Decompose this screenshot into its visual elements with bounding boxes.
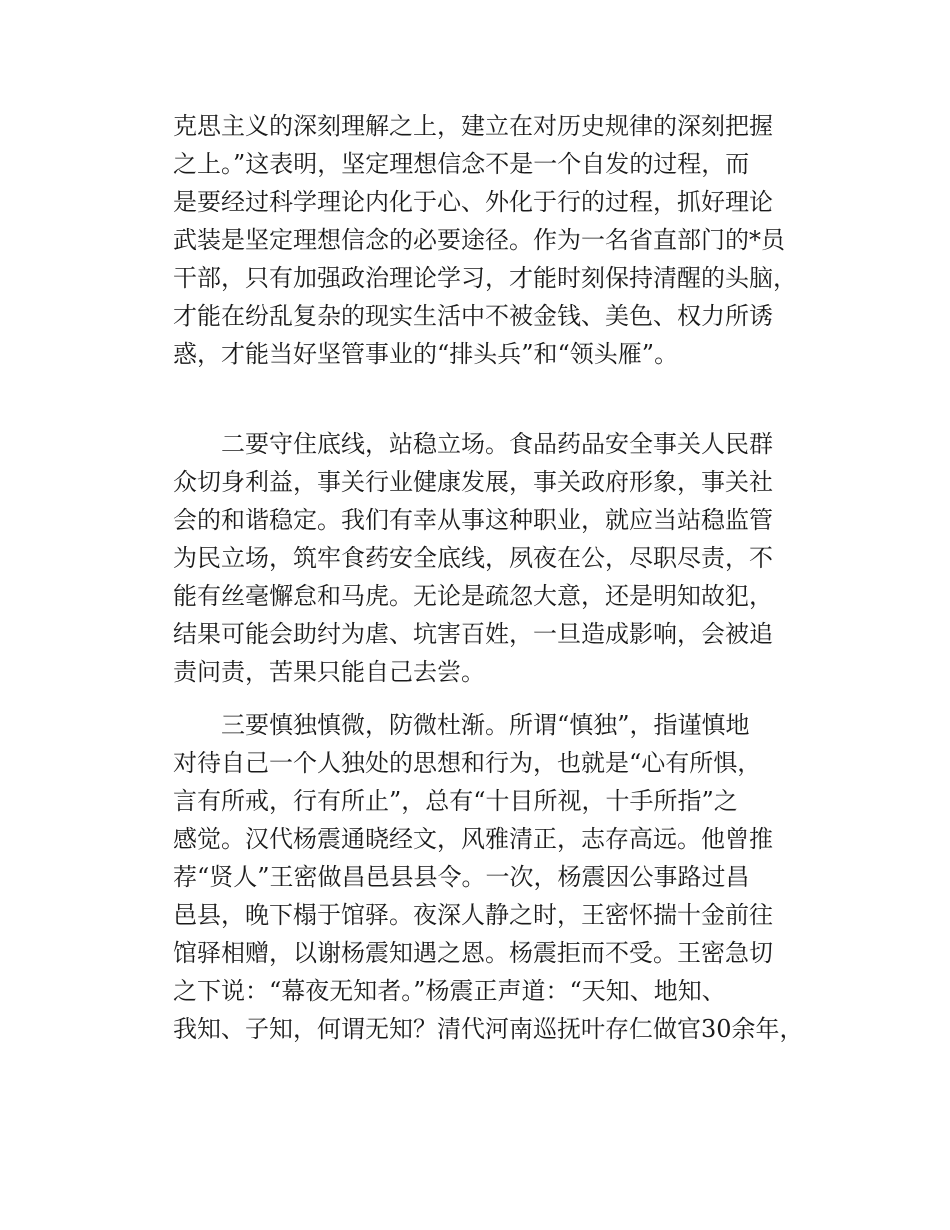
text-line: 惑，才能当好坚管事业的“排头兵”和“领头雁”。 <box>173 340 679 368</box>
text-line: 我知、子知，何谓无知？清代河南巡抚叶存仁做官30余年， <box>173 1015 804 1043</box>
text-line: 馆驿相赠，以谢杨震知遇之恩。杨震拒而不受。王密急切 <box>173 939 773 967</box>
text-line: 干部，只有加强政治理论学习，才能时刻保持清醒的头脑， <box>173 264 797 292</box>
text-line: 对待自己一个人独处的思想和行为，也就是“心有所惧， <box>173 749 762 777</box>
text-line: 责问责，苦果只能自己去尝。 <box>173 658 485 686</box>
text-line: 为民立场，筑牢食药安全底线，夙夜在公，尽职尽责，不 <box>173 544 773 572</box>
paragraph-bottom-line <box>173 425 833 691</box>
text-line: 邑县，晚下榻于馆驿。夜深人静之时，王密怀揣十金前往 <box>173 901 773 929</box>
text-line: 言有所戒，行有所止”，总有“十目所视，十手所指”之 <box>173 787 738 815</box>
paragraph-self-discipline <box>173 706 833 1048</box>
text-line: 众切身利益，事关行业健康发展，事关政府形象，事关社 <box>173 468 773 496</box>
text-line: 克思主义的深刻理解之上，建立在对历史规律的深刻把握 <box>173 112 773 140</box>
text-line: 才能在纷乱复杂的现实生活中不被金钱、美色、权力所诱 <box>173 302 773 330</box>
paragraph-continuation <box>173 107 833 373</box>
text-line-first: 二要守住底线，站稳立场。食品药品安全事关人民群 <box>221 430 773 458</box>
text-line: 武装是坚定理想信念的必要途径。作为一名省直部门的*员 <box>173 226 785 254</box>
text-line: 结果可能会助纣为虐、坑害百姓，一旦造成影响，会被追 <box>173 620 773 648</box>
text-line-first: 三要慎独慎微，防微杜渐。所谓“慎独”，指谨慎地 <box>221 711 750 739</box>
text-line: 荐“贤人”王密做昌邑县县令。一次，杨震因公事路过昌 <box>173 863 750 891</box>
text-line: 能有丝毫懈怠和马虎。无论是疏忽大意，还是明知故犯， <box>173 582 773 610</box>
text-line: 之下说：“幕夜无知者。”杨震正声道：“天知、地知、 <box>173 977 726 1005</box>
text-line: 之上。”这表明，坚定理想信念不是一个自发的过程，而 <box>173 150 750 178</box>
text-line: 感觉。汉代杨震通晓经文，风雅清正，志存高远。他曾推 <box>173 825 773 853</box>
text-line: 会的和谐稳定。我们有幸从事这种职业，就应当站稳监管 <box>173 506 773 534</box>
text-line: 是要经过科学理论内化于心、外化于行的过程，抓好理论 <box>173 188 773 216</box>
